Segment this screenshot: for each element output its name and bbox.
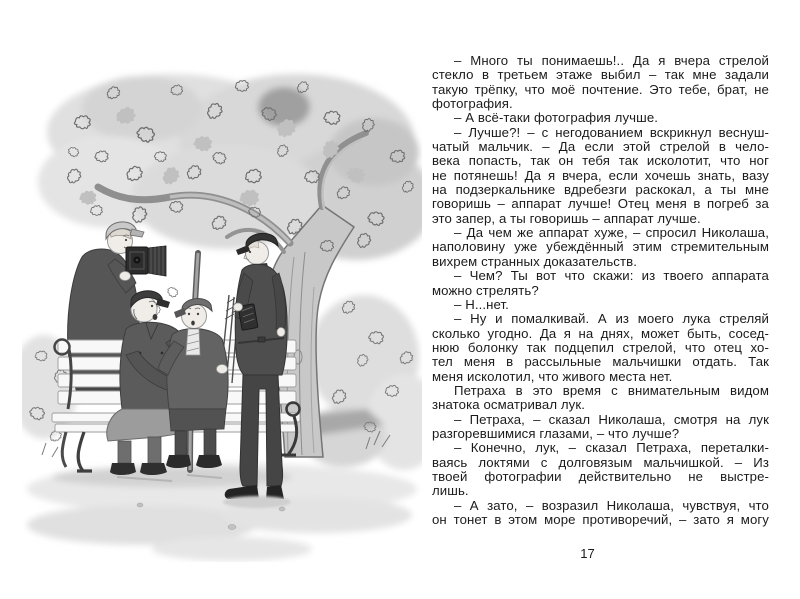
text-line: века попасть, так он тебя так исколотит, что ног — [432, 154, 769, 169]
text-line: наполовину уже убеждённый этим стремительным — [432, 240, 769, 255]
text-line: – Ну и помалкивай. А из моего лука стреляй — [454, 312, 769, 327]
text-line: разгоревшимися глазами, – что лучше? — [432, 426, 680, 441]
text-line: – Да чем же аппарат хуже, – спросил Николаша, — [454, 226, 769, 241]
text-line: ваясь локтями с долговязым мальчишкой. – Из — [432, 455, 769, 470]
text-line: – А всё-таки фотография лучше. — [454, 111, 659, 126]
text-line: – А зато, – возразил Николаша, чувствуя, что — [454, 498, 769, 513]
bench-leg-front — [77, 432, 92, 471]
text-line: знатока осматривал лук. — [432, 398, 586, 413]
page-number: 17 — [580, 546, 595, 561]
text-line: – Чем? Ты вот что скажи: из твоего аппарата — [454, 269, 769, 284]
text-line: фотография. — [432, 97, 513, 112]
page-text — [432, 54, 769, 527]
text-line: – Петраха, – сказал Николаша, смотря на лук — [454, 412, 769, 427]
bench-leg-rear — [62, 432, 66, 467]
illustration — [22, 57, 422, 562]
text-line: меня исколотил, что живого места нет. — [432, 369, 673, 384]
text-line: тел меня в рассыльные мальчишки отдать. Так — [432, 355, 769, 370]
text-line: не потянешь! Да я вчера, если хочешь знать, вазу — [432, 168, 769, 183]
text-line: это запер, а ты говоришь – аппарат лучше. — [432, 211, 701, 226]
text-line: он тонет в этом море противоречий, – зато я могу — [432, 513, 769, 527]
text-line: – Конечно, лук, – сказал Петраха, переталки- — [454, 441, 769, 456]
text-line: сколько угодно. Да я на днях, может быть, сосед- — [432, 326, 769, 341]
text-line: твоей фотографии действительно не выстре- — [432, 469, 769, 484]
text-line: такую трёпку, что моё почтение. Это тебе, брат, не — [432, 82, 769, 97]
text-line: можно стрелять? — [432, 283, 539, 298]
text-line: вихрем странных доказательств. — [432, 254, 637, 269]
text-line: лишь. — [432, 484, 469, 499]
text-line: – Н...нет. — [454, 297, 509, 312]
boy-with-arrows — [158, 295, 241, 468]
bellows-camera — [120, 246, 167, 281]
text-line: – Много ты понимаешь!.. Да я вчера стрелой — [454, 54, 769, 68]
text-line: – Лучше?! – с негодованием вскрикнул веснуш- — [454, 125, 769, 140]
text-line: чатый мальчик. – Да если этой стрелой в чело- — [432, 140, 769, 155]
text-line: Петраха в это время с внимательным видом — [454, 383, 769, 398]
text-line: стекло в третьем этаже выбил – так мне задали — [432, 68, 769, 83]
text-line: на подзеркальнике вдребезги раскокал, а ты мне — [432, 183, 769, 198]
text-line: нюю болонку так подцепил стрелой, что отец хо- — [432, 340, 769, 355]
text-line: говоришь – аппарат лучше! Отец меня в погреб за — [432, 197, 769, 212]
